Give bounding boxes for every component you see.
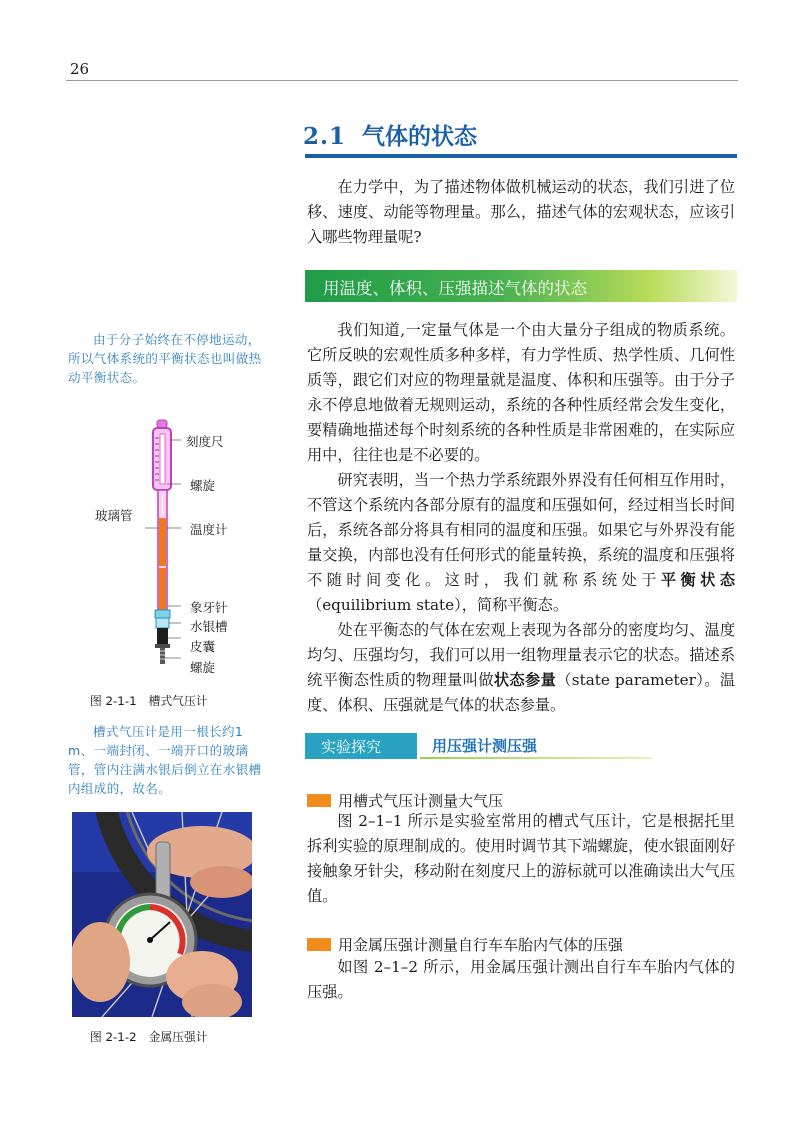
label-ivory-needle: 象牙针 bbox=[190, 600, 228, 615]
experiment-sub1-title: 用槽式气压计测量大气压 bbox=[338, 792, 504, 810]
body-paragraph-3 bbox=[307, 618, 735, 718]
section-title-text: 气体的状态 bbox=[362, 124, 478, 150]
intro-paragraph bbox=[307, 175, 735, 250]
section-title-rule bbox=[305, 154, 737, 158]
label-leather-bag: 皮囊 bbox=[190, 639, 216, 654]
body-paragraph-2 bbox=[307, 468, 735, 618]
section-number: 2.1 bbox=[303, 123, 347, 150]
label-mercury-tank: 水银槽 bbox=[190, 619, 228, 634]
page-number: 26 bbox=[70, 60, 90, 78]
experiment-tab-label: 实验探究 bbox=[321, 738, 382, 756]
experiment-sub2-heading bbox=[307, 934, 623, 955]
experiment-sub2-text: 如图 2–1–2 所示，用金属压强计测出自行车车胎内气体的压强。 bbox=[307, 958, 735, 1001]
experiment-title: 用压强计测压强 bbox=[432, 737, 538, 755]
figure-1-number: 图 2-1-1 bbox=[90, 694, 137, 708]
intro-text: 在力学中，为了描述物体做机械运动的状态，我们引进了位移、速度、动能等物理量。那么，描述气体的宏观状态，应该引入哪些物理量呢? bbox=[307, 178, 735, 246]
experiment-rule bbox=[420, 757, 652, 759]
experiment-sub1-body bbox=[307, 809, 735, 909]
experiment-sub2-body bbox=[307, 955, 735, 1005]
label-scale: 刻度尺 bbox=[186, 434, 224, 449]
label-glass-tube: 玻璃管 bbox=[95, 508, 133, 523]
experiment-tab bbox=[305, 733, 417, 759]
term-state-parameter: 状态参量 bbox=[493, 671, 557, 689]
label-screw-bottom: 螺旋 bbox=[190, 660, 216, 675]
figure-1-caption bbox=[90, 692, 208, 709]
figure-2-caption bbox=[90, 1028, 208, 1045]
figure-2-title: 金属压强计 bbox=[148, 1030, 208, 1044]
label-thermometer: 温度计 bbox=[190, 522, 228, 537]
margin-note-2 bbox=[68, 722, 268, 798]
orange-marker bbox=[307, 938, 331, 951]
label-screw-top: 螺旋 bbox=[190, 478, 216, 493]
body-paragraph-2-b: （equilibrium state），简称平衡态。 bbox=[307, 596, 569, 614]
experiment-sub1-heading bbox=[307, 790, 503, 811]
section-title bbox=[303, 118, 477, 151]
margin-note-2-text: 槽式气压计是用一根长约1 m、一端封闭、一端开口的玻璃管，管内注满水银后倒立在水银槽内组成的，故名。 bbox=[68, 724, 262, 796]
subsection-title: 用温度、体积、压强描述气体的状态 bbox=[323, 279, 587, 298]
body-paragraph-3-a: 处在平衡态的气体在宏观上表现为各部分的密度均匀、温度均匀、压强均匀，我们可以用一组物理量表示它的状态。描述系统平衡态性质的物理量叫做 bbox=[307, 621, 735, 689]
header-rule bbox=[66, 80, 738, 81]
body-text bbox=[307, 318, 735, 718]
margin-note-1 bbox=[68, 330, 268, 387]
margin-note-1-text: 由于分子始终在不停地运动，所以气体系统的平衡状态也叫做热动平衡状态。 bbox=[68, 332, 262, 385]
term-equilibrium: 平衡状态 bbox=[660, 571, 736, 589]
figure-1-title: 槽式气压计 bbox=[148, 694, 208, 708]
barometer-diagram bbox=[145, 418, 181, 670]
body-paragraph-2-a: 研究表明，当一个热力学系统跟外界没有任何相互作用时，不管这个系统内各部分原有的温度和压强如何，经过相当长时间后，系统各部分将具有相同的温度和压强。如果它与外界没有能量交换，内部也没有任何形式的能量转换，系统的温度和压强将不随时间变化。这时，我们就称系统处于 bbox=[307, 471, 735, 589]
pressure-gauge-photo bbox=[72, 812, 252, 1017]
experiment-sub2-title: 用金属压强计测量自行车车胎内气体的压强 bbox=[338, 936, 624, 954]
figure-2-number: 图 2-1-2 bbox=[90, 1030, 137, 1044]
experiment-sub1-text: 图 2–1–1 所示是实验室常用的槽式气压计，它是根据托里拆利实验的原理制成的。使用时调节其下端螺旋，使水银面刚好接触象牙针尖，移动附在刻度尺上的游标就可以准确读出大气压值。 bbox=[307, 812, 735, 905]
body-paragraph-1: 我们知道,一定量气体是一个由大量分子组成的物质系统。它所反映的宏观性质多种多样，有力学性质、热学性质、几何性质等，跟它们对应的物理量就是温度、体积和压强等。由于分子永不停息地做着无规则运动，系统的各种性质经常会发生变化，要精确地描述每个时刻系统的各种性质是非常困难的，在实际应用中，往往也是不必要的。 bbox=[307, 321, 735, 464]
body-paragraph-3-b: （state parameter）。温度、体积、压强就是气体的状态参量。 bbox=[307, 671, 736, 714]
subsection-banner bbox=[305, 270, 737, 302]
orange-marker bbox=[307, 794, 331, 807]
